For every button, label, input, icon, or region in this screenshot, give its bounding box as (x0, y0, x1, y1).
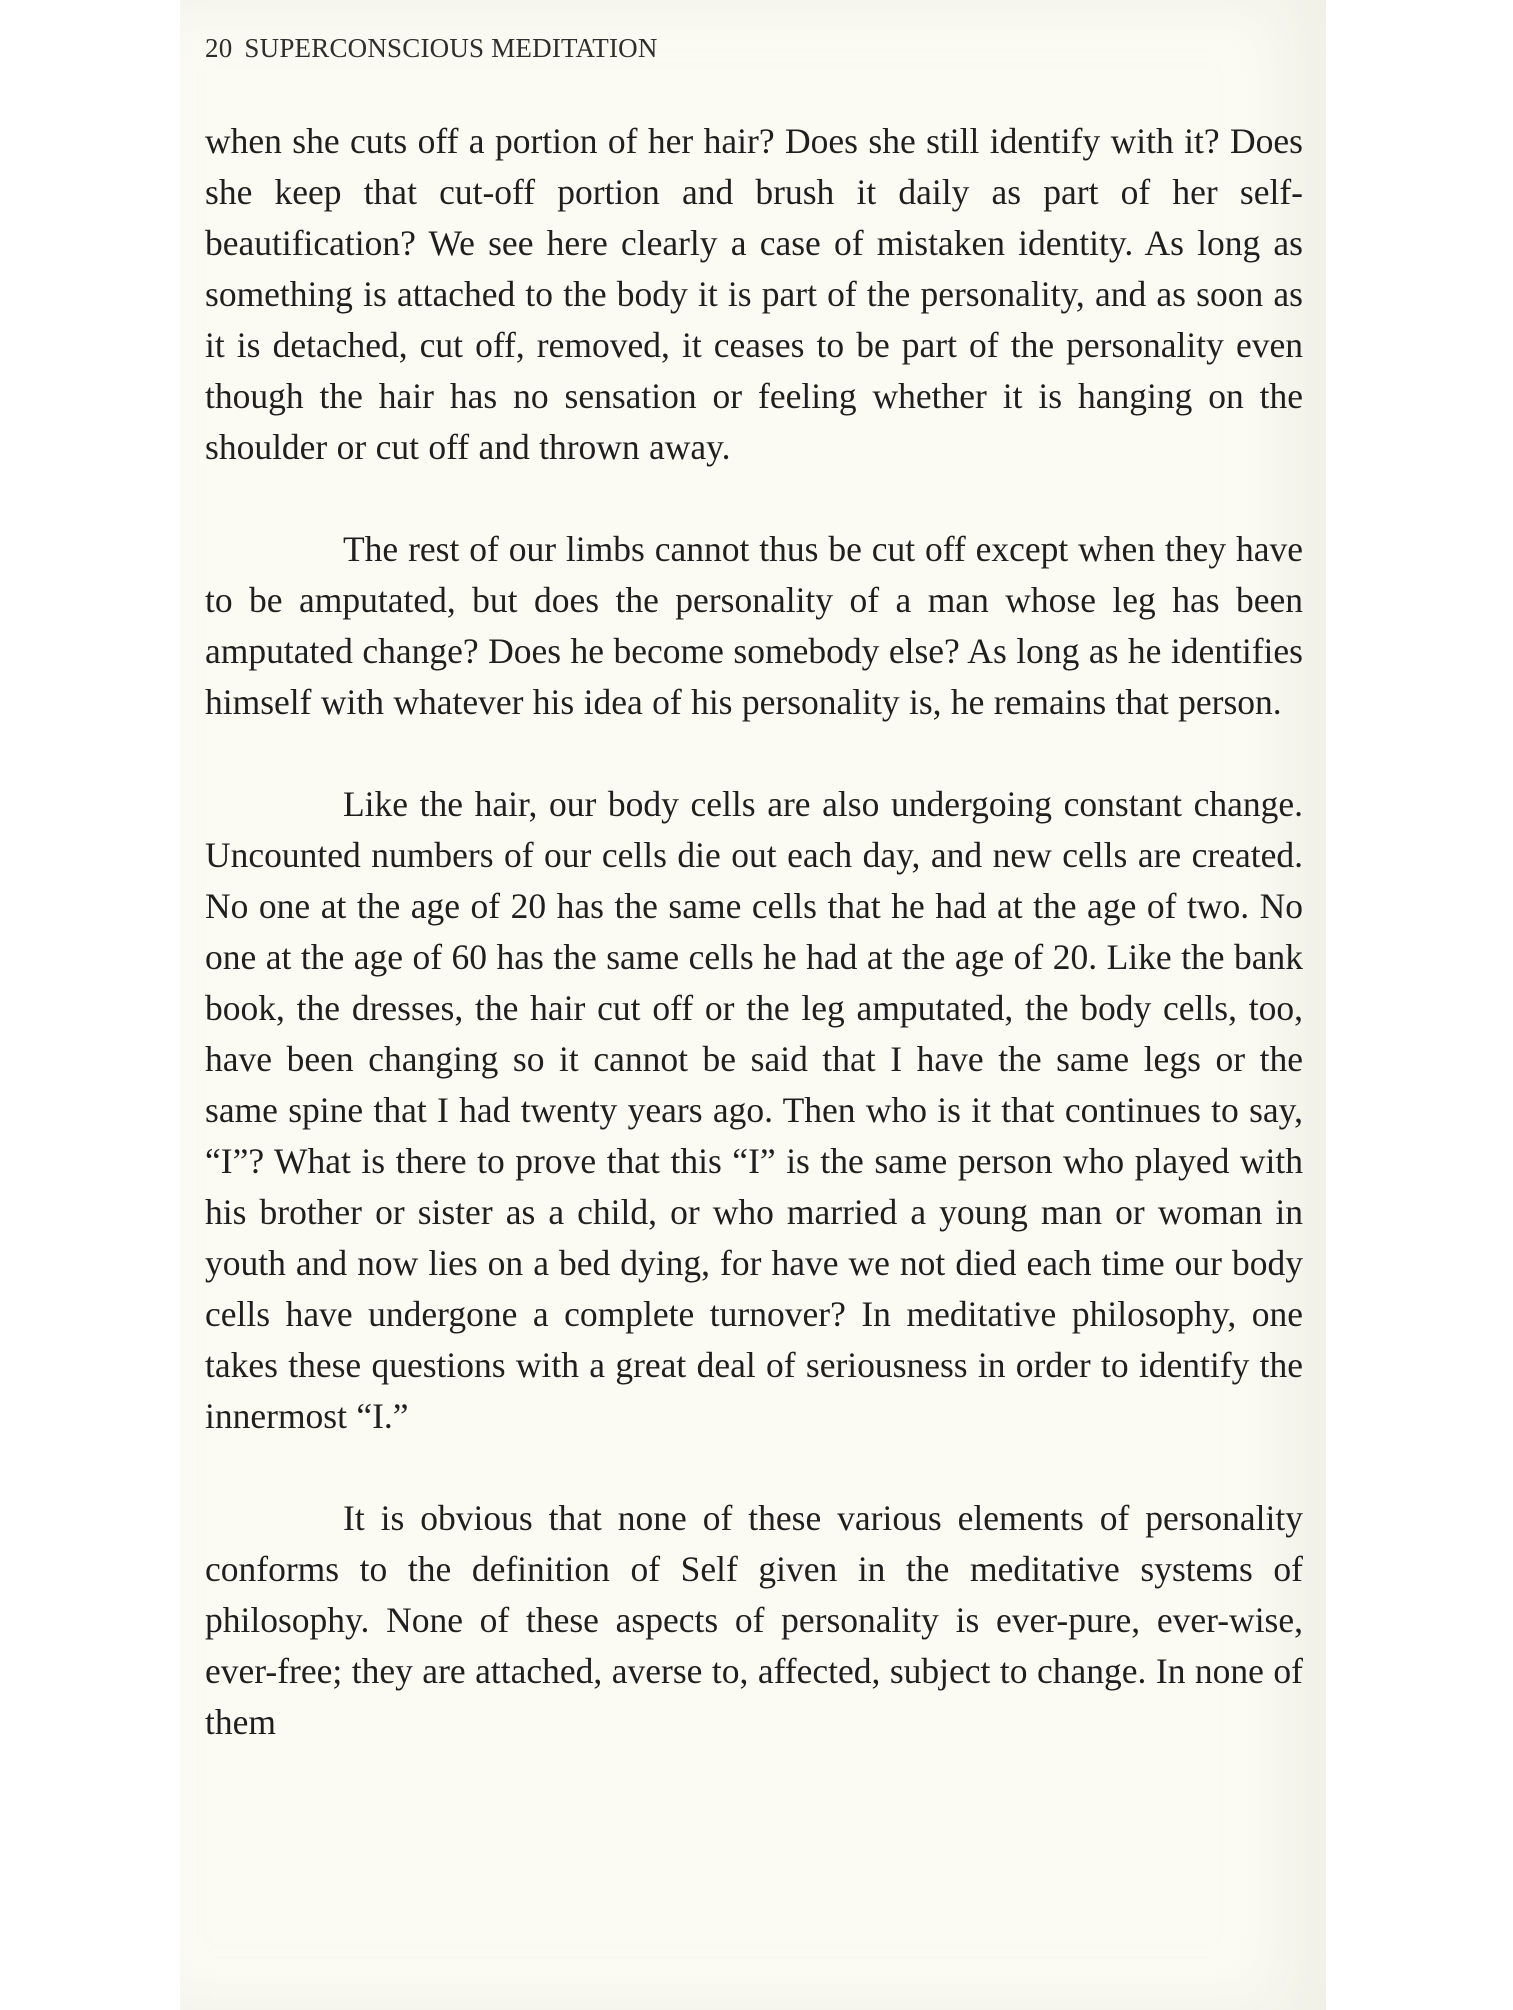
body-text (205, 116, 1303, 1799)
paragraph-4: It is obvious that none of these various elements of personality conforms to the definition of Self given in the meditative systems of philosophy. None of these aspects of personality is ever-pure, ever-wise, ever-free; they are attached, averse to, affected, subject to change. In none of them (205, 1498, 1303, 1742)
running-head (205, 31, 658, 65)
paragraph-1: when she cuts off a portion of her hair? Does she still identify with it? Does she keep that cut-off portion and brush it daily as part of her self-beautification? We see here clearly a case of mistaken identity. As long as something is attached to the body it is part of the personality, and as soon as it is detached, cut off, removed, it ceases to be part of the personality even though the hair has no sensation or feeling whether it is hanging on the shoulder or cut off and thrown away. (205, 121, 1303, 467)
paragraph-3: Like the hair, our body cells are also undergoing constant change. Uncounted numbers of our cells die out each day, and new cells are created. No one at the age of 20 has the same cells that he had at the age of two. No one at the age of 60 has the same cells he had at the age of 20. Like the bank book, the dresses, the hair cut off or the leg amputated, the body cells, too, have been changing so it cannot be said that I have the same legs or the same spine that I had twenty years ago. Then who is it that continues to say, “I”? What is there to prove that this “I” is the same person who played with his brother or sister as a child, or who married a young man or woman in youth and now lies on a bed dying, for have we not died each time our body cells have undergone a complete turnover? In meditative philosophy, one takes these questions with a great deal of seriousness in order to identify the innermost “I.” (205, 784, 1303, 1436)
page-number: 20 (205, 33, 233, 63)
running-title: SUPERCONSCIOUS MEDITATION (244, 33, 658, 63)
paragraph-2: The rest of our limbs cannot thus be cut off except when they have to be amputated, but does the personality of a man whose leg has been amputated change? Does he become somebody else? As long as he identifies himself with whatever his idea of his personality is, he remains that person. (205, 529, 1303, 722)
